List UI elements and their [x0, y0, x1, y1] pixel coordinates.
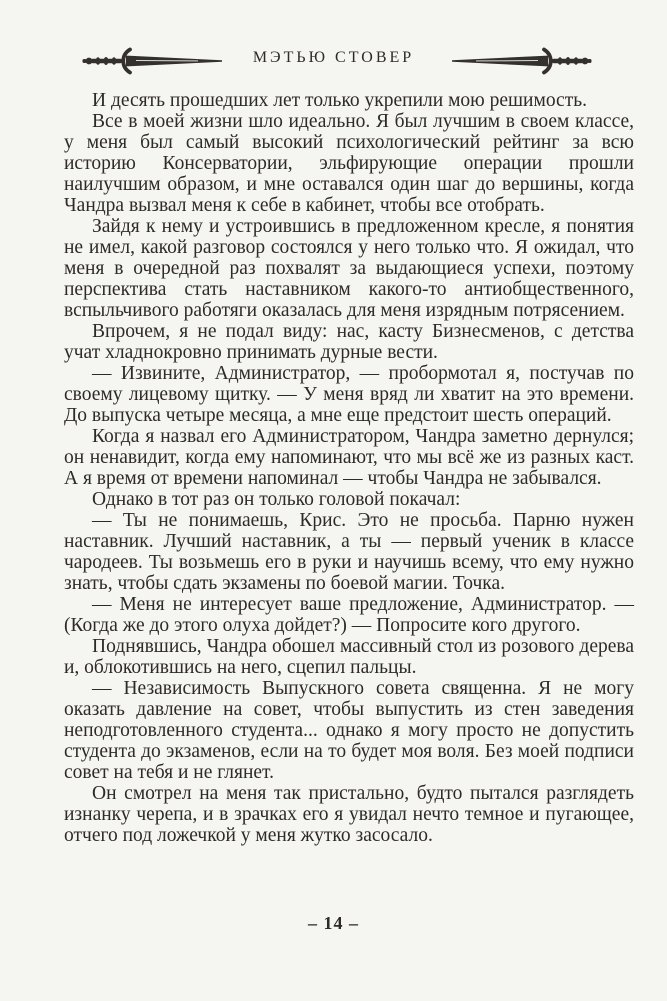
- body-paragraph: Зайдя к нему и устроившись в предложенном кресле, я понятия не имел, какой разговор состоялся у него только что. Я ожидал, что меня в очередной раз похвалят за выдающиеся успехи, поэтому перспектива стать наставником какого-то антиобщественного, вспыльчивого работяги оказалась для меня изрядным потрясением.: [64, 216, 634, 321]
- running-header: [0, 46, 667, 76]
- body-paragraph: Он смотрел на меня так пристально, будто пытался разглядеть изнанку черепа, и в зрачках его я увидал нечто темное и пугающее, отчего под ложечкой у меня жутко засосало.: [64, 783, 634, 846]
- body-paragraph: Впрочем, я не подал виду: нас, касту Бизнесменов, с детства учат хладнокровно принимать дурные вести.: [64, 321, 634, 363]
- dagger-ornament-right-icon: [452, 47, 592, 80]
- page-body-text: [64, 90, 634, 846]
- body-paragraph: — Ты не понимаешь, Крис. Это не просьба. Парню нужен наставник. Лучший наставник, а ты — первый ученик в классе чародеев. Ты возьмешь его в руки и научишь всему, что ему нужно знать, чтобы сдать экзамены по боевой магии. Точка.: [64, 510, 634, 594]
- body-paragraph: Поднявшись, Чандра обошел массивный стол из розового дерева и, облокотившись на него, сцепил пальцы.: [64, 636, 634, 678]
- body-paragraph: Все в моей жизни шло идеально. Я был лучшим в своем классе, у меня был самый высокий психологический рейтинг за всю историю Консерватории, эльфирующие операции прошли наилучшим образом, и мне оставался один шаг до вершины, когда Чандра вызвал меня к себе в кабинет, чтобы все отобрать.: [64, 111, 634, 216]
- body-paragraph: Однако в тот раз он только головой покачал:: [92, 489, 461, 510]
- body-paragraph: — Извините, Администратор, — пробормотал я, постучав по своему лицевому щитку. — У меня вряд ли хватит на это времени. До выпуска четыре месяца, а мне еще предстоит шесть операций.: [64, 363, 634, 426]
- body-paragraph: Когда я назвал его Администратором, Чандра заметно дернулся; он ненавидит, когда ему напоминают, что мы всё же из разных каст. А я время от времени напоминал — чтобы Чандра не забывался.: [64, 426, 634, 489]
- body-paragraph: — Независимость Выпускного совета священна. Я не могу оказать давление на совет, чтобы выпустить из стен заведения неподготовленного студента... однако я могу просто не допустить студента до экзаменов, если на то будет моя воля. Без моей подписи совет на тебя и не глянет.: [64, 678, 634, 783]
- running-header-title: МЭТЬЮ СТОВЕР: [252, 49, 415, 66]
- page-number: – 14 –: [308, 913, 359, 933]
- body-paragraph: — Меня не интересует ваше предложение, Администратор. — (Когда же до этого олуха дойдет?) — Попросите кого другого.: [64, 594, 634, 636]
- body-paragraph: И десять прошедших лет только укрепили мою решимость.: [92, 90, 588, 111]
